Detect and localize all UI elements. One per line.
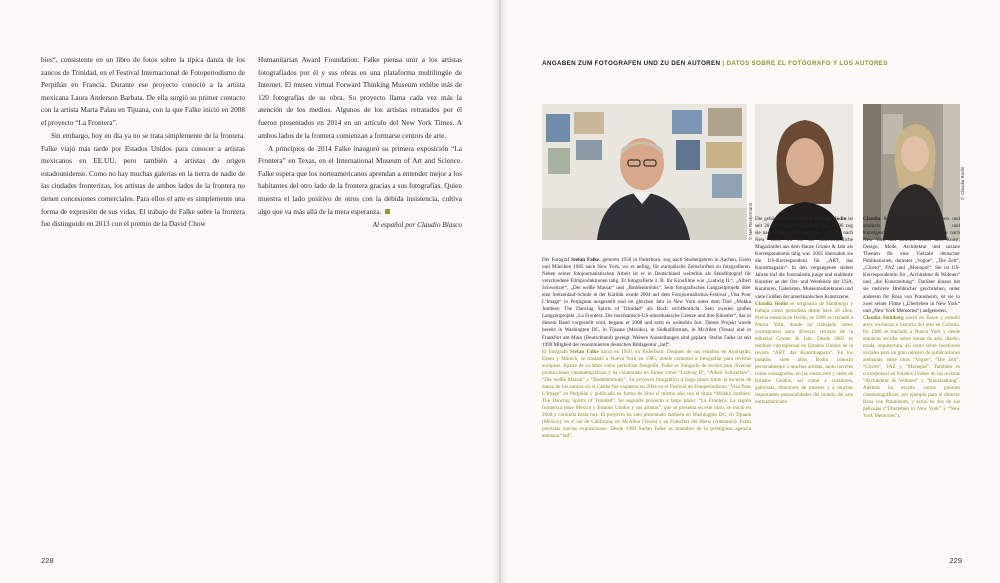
bio-name: Stefan Falke: [571, 257, 600, 263]
bio-german: [755, 216, 853, 301]
bio-text: nació en 1956, en Paderborn. Después de sus estudios en Aquisgrán, Essen y Múnich, se trasladó a Nueva York en 1985, donde comenzó a fotografiar para revistas europeas. Aparte de su labor como periodista fotográfo, Falke es fotógrafo de escena para diversas producciones cinematográficas y ha colaborado en filmes como “Ludwig II”, “Albert Schweitzer”, “Die weiße Massai” y “Buddenbrooks”. Su proyecto fotográfico a largo plazo sobre la escuela de danza de los zancos en el Caribe fue expuesto en 2004 en el Festival de Fotoperiodismo “Visa Pour L’Image” en Perpiñán y publicado en forma de libro el mismo año con el título “Mokka Jumbies: The Dancing Spirits of Trinidad”. Su segundo proyecto a largo plazo: “La Frontera. La región fronteriza entre México y Estados Unidos y sus artistas”, que se presenta en este libro, se inició en 2008 y continúa hasta hoy. El proyecto ha sido presentado también en Washington DC, en Tijuana (México), en el sur de California, en McAllen (Texas) y en Fráncfort del Meno (Alemania). Están previstas nuevas exposiciones. Desde 1999 Stefan Falke es miembro de la prestigiosa agencia alemana “laif”.: [542, 348, 752, 440]
paragraph-text: A principios de 2014 Falke inauguró su primera exposición “La Frontera” en Texas, en el International Museum of Art and Science. Falke espera que los norteamericanos aprendan a entender mejor a los habitantes del otro lado de la frontera gracias a sus fotografías. Quien muestra el lado positivo de otros con la debida insistencia, cultiva algo que va más allá de la mera esperanza.: [258, 144, 462, 216]
gutter-shadow: [491, 0, 499, 583]
bio-name: Stefan Falke: [570, 348, 599, 355]
bio-german: [542, 257, 751, 349]
heading-spanish: DATOS SOBRE EL FOTÓGRAFO Y LOS AUTORES: [726, 60, 888, 67]
heading-separator: |: [722, 60, 725, 67]
bio-text: Die gebürtige Hamburgerin: [755, 216, 815, 222]
bio-name: Claudia Steinberg: [863, 216, 905, 222]
bio-name: Claudia Steinberg: [863, 314, 904, 321]
translator-credit: Al español por Claudio Blasco: [372, 220, 462, 229]
bio-spanish: [863, 315, 960, 421]
bio-text: , geboren 1956 in Paderborn, zog nach Studienjahren in Aachen, Essen und München 1985 nach New York, wo er anfing, für europäische Zeitschriften zu fotografieren. Neben seiner fotojournalistischen Arbeit ist er in Deutschland weiterhin als Standfotograf für verschiedene Filmproduktionen tätig. Er fotografierte z. B. für Kinofilme wie „Ludwig II.“, „Albert Schweitzer“, „Die weiße Massai“ und „Buddenbrooks“. Sein fotografisches Langzeitprojekt über eine Stelzenlauf-Schule in der Karibik wurde 2004 auf dem Fotojournalismus-Festival „Visa Pour L’Image“ in Perpignan ausgestellt und im gleichen Jahr in New York unter dem Titel „Mokka Jumbies: The Dancing Spirits of Trinidad“ als Buch veröffentlicht. Sein zweites großes Langzeitprojekt „La Frontera. Die mexikanisch-US-amerikanische Grenze und ihre Künstler“, das in diesem Band vorgestellt wird, begann er 2008 und setzt es weiterhin fort. Dieses Projekt wurde bereits in Washington DC, in Tijuana (Mexiko), in Südkalifornien, in McAllen (Texas) und in Frankfurt am Main (Deutschland) gezeigt. Weitere Ausstellungen sind geplant. Stefan Falke ist seit 1999 Mitglied der renommierten deutschen Bildagentur „laif“.: [542, 257, 751, 348]
bio-german: [863, 216, 960, 315]
paragraph: Humanitarian Award Foundation. Falke piensa unir a los artistas fotografiados por él y sus obras en una plataforma multilingüe de Internet. El museo virtual Forward Thinking Museum exhibe más de 120 fotografías de su obra. Su proyecto llama cada vez más la atención de los medios. Algunos de los artistas retratados por él fueron presentados en 2014 en un artículo del New York Times. A ambos lados de la frontera comienzan a formarse centros de arte.: [258, 56, 462, 140]
end-of-article-marker: [385, 209, 390, 214]
bio-text: stammt aus Essen und studierte Theaterwissenschaft und Kunstgeschichte in Köln. 1980 zog sie nach New York und schreibt seither über Kunst, Design, Mode, Architektur und soziale Themen für eine Vielzahl deutscher Publikationen, darunter „Vogue“, „Die Zeit“, „Cicero“, FAZ und „Monopol“. Sie ist US-Korrespondentin für „Architektur & Wohnen“ und „die Kunstzeitung“. Darüber hinaus hat sie mehrere Drehbücher geschrieben, unter anderem für Rosa von Praunheim; ist sie in zwei seiner Filme („Überleben in New York“ und „New York Memories“) aufgetreten.: [863, 216, 960, 314]
bio-name: Claudia Bodin: [814, 216, 847, 222]
left-page: [0, 0, 499, 583]
bio-claudia-steinberg: [863, 216, 960, 420]
portrait-image: [542, 104, 747, 240]
bio-spanish: [542, 349, 751, 441]
bio-text: ist seit 20 Jahren als Journalistin tätig. 1996 zog sie nach einer Zwischenstation in Berlin nach New York, wo sie für unterschiedliche Magazintitel aus dem Hause Gruner & Jahr als Korrespondentin tätig war. 2005 übernahm sie die US-Korrespondenz für „ART, das Kunstmagazin“. In den vergangenen sieben Jahren traf die Journalistin junge und etablierte Künstler an der Ost- und Westküste der USA, Kuratoren, Galeristen, Museumsdirektoren und viele Größen der amerikanischen Kunstszene.: [755, 216, 853, 300]
photo-credit: © Nel Reckemann: [748, 202, 753, 240]
bio-spanish: [755, 301, 853, 407]
photo-stefan-falke: [542, 104, 747, 240]
bio-claudia-bodin: [755, 216, 853, 406]
photo-credit: © Claudia Bodin: [960, 166, 965, 200]
bio-text: El fotógrafo: [542, 348, 571, 355]
heading-german: ANGABEN ZUM FOTOGRAFEN UND ZU DEN AUTOREN: [542, 60, 721, 67]
bio-text: Der Fotograf: [542, 257, 572, 263]
bio-name: Claudia Bodin: [755, 300, 788, 307]
left-column-1: [41, 54, 245, 231]
page-number: 229: [949, 556, 962, 565]
section-heading: [542, 60, 888, 67]
right-page: [501, 0, 1000, 583]
paragraph: Sin embargo, hoy en día ya no se trata simplemente de la frontera. Falke viajó más tarde por Estados Unidos para conocer a artistas mexicanos en EE.UU. pero también a artistas de origen estadounidense. Como no hay muchas galerías en la tierra de nadie de las ciudades fronterizas, los artistas de ambos lados de la frontera no tienen concesiones comerciales. Para ellos el arte es simplemente una forma de expresión de sus vidas. El trabajo de Falke sobre la frontera fue distinguido en 2013 con el premio de la David Chow: [41, 132, 245, 229]
bio-text: nació en Essen y estudió artes escénicas e historia del arte en Colonia. En 1980 se trasladó a Nueva York y desde entonces escribe sobre temas de arte, diseño, moda, arquitectura, así como sobre cuestiones sociales para un gran número de publicaciones alemanas, entre otras “Vogue”, “Die Zeit”, “Cicero”, FAZ y “Monopol”. También es corresponsal en Estados Unidos de las revistas “Architektur & Wohnen” y “Kunstzeitung”. Además ha escrito varios guiones cinematográficos, por ejemplo para el director Rosa von Praunheim, y actuó en dos de sus películas (“Überleben in New York” y “New York Memories”).: [863, 314, 960, 420]
bio-text: es originaria de Hamburgo y trabaja como periodista desde hace 20 años. Previa estancia en Berlín, en 1996 se trasladó a Nueva York, donde ha trabajado como corresponsal para diversas revistas de la editorial Gruner & Jahr. Desde 2005 es también corresponsal en Estados Unidos de la revista “ART, das Kunstmagazin”. En los pasados siete años Bodin conoció personalmente a muchos artistas, tanto noveles como consagrados, en las costas este y oeste de Estados Unidos, así como a curadores, galeristas, directores de museos y a muchas importantes personalidades del mundo del arte norteamericano.: [755, 300, 854, 406]
left-column-2: [258, 54, 462, 232]
page-number: 228: [41, 556, 54, 565]
gutter-shadow: [501, 0, 509, 583]
paragraph: bies“, consistente en un libro de fotos sobre la típica danza de los zancos de Trinidad, en el Festival Internacional de Fotoperiodismo de Perpiñán en Francia. Durante ese proyecto conoció a la artista mexicana Laura Anderson Barbata. De ella surgió su primer contacto con la artista Marta Palau en Tijuana, con la que Falke inició en 2008 el proyecto “La Frontera”.: [41, 56, 245, 127]
bio-stefan-falke: [542, 257, 751, 440]
paragraph: [258, 143, 462, 219]
